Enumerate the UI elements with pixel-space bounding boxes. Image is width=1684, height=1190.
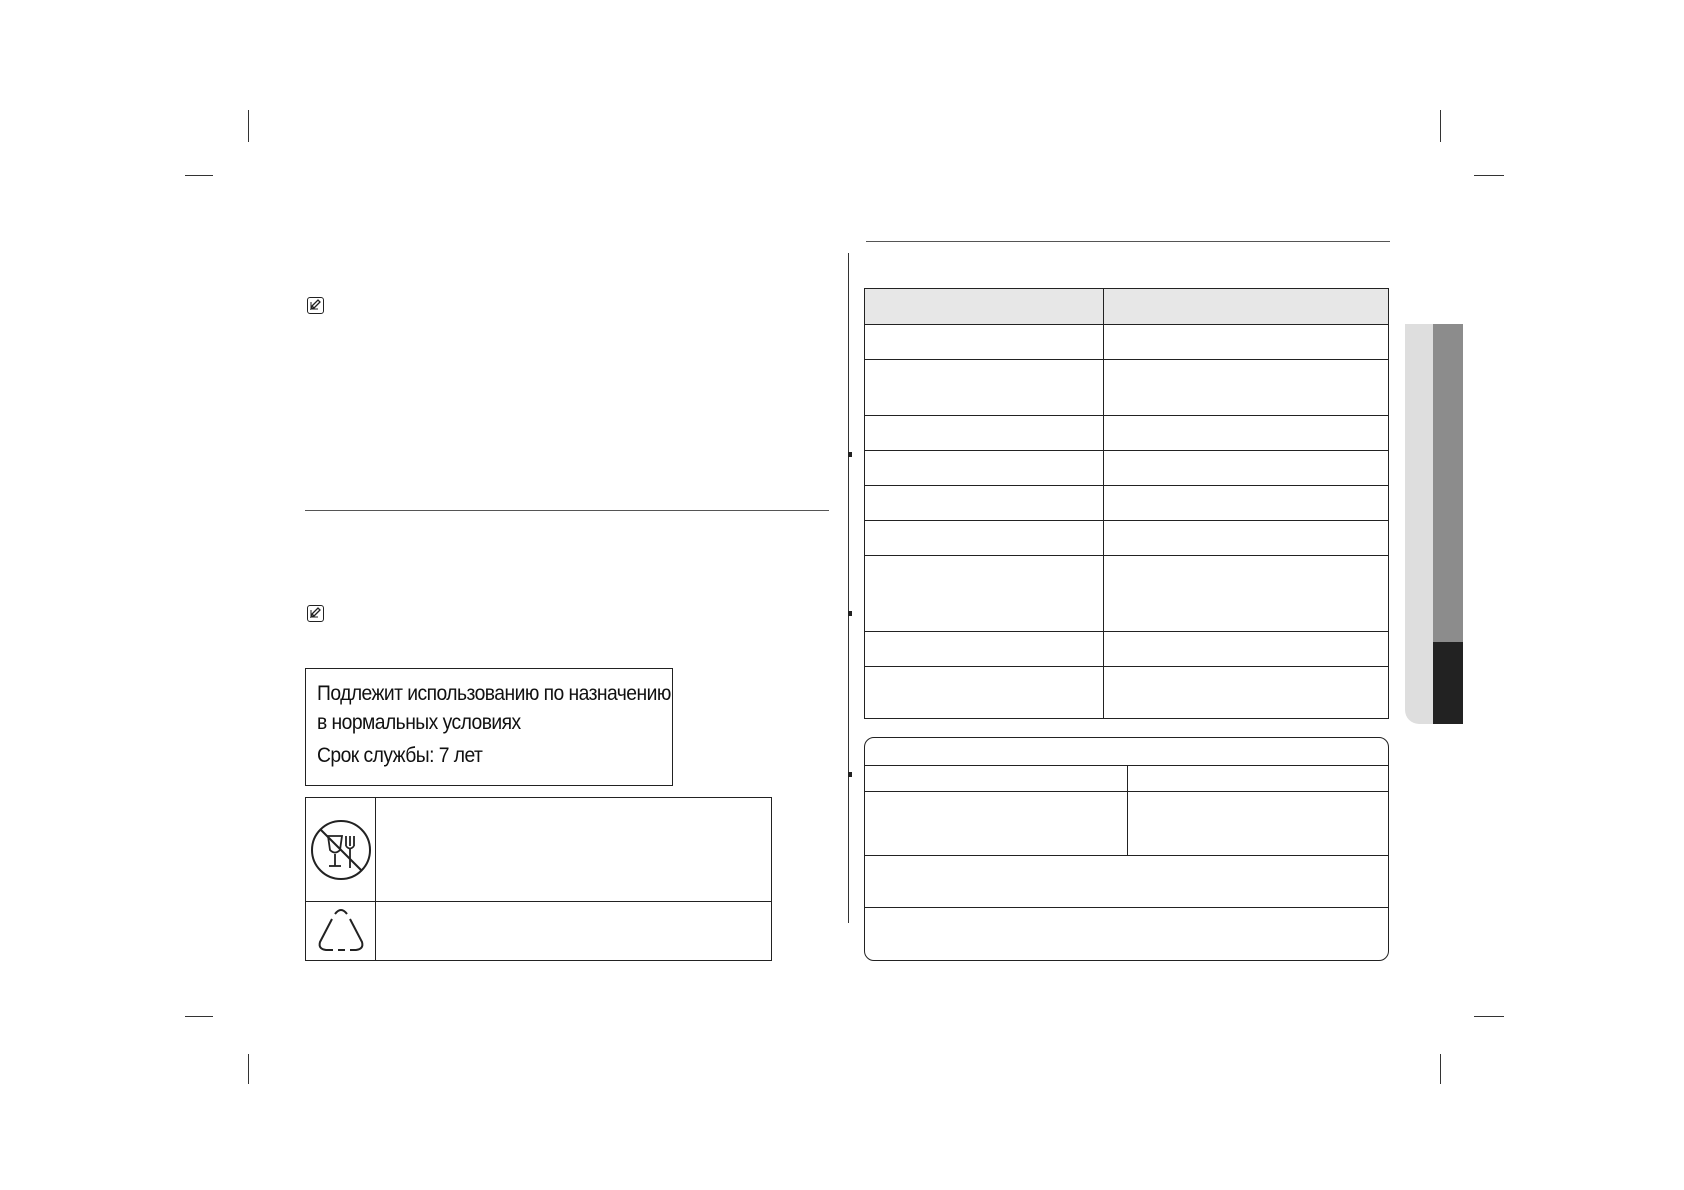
service-life-label-box bbox=[305, 668, 673, 786]
label-line-2: в нормальных условиях bbox=[317, 711, 521, 734]
table-row bbox=[865, 359, 1388, 360]
marker-dot bbox=[848, 772, 852, 777]
specifications-table bbox=[864, 288, 1389, 719]
table-row bbox=[865, 555, 1388, 556]
crop-mark bbox=[1440, 1054, 1441, 1084]
table-header bbox=[865, 289, 1388, 324]
crop-mark bbox=[248, 110, 249, 142]
symbol-cell bbox=[306, 798, 376, 901]
crop-mark bbox=[1474, 175, 1504, 176]
symbols-table bbox=[305, 797, 772, 961]
symbol-row bbox=[306, 798, 771, 902]
crop-mark bbox=[185, 175, 213, 176]
section-divider bbox=[305, 510, 829, 511]
column-line bbox=[1127, 765, 1128, 855]
info-box bbox=[864, 737, 1389, 961]
service-life-text: Срок службы: 7 лет bbox=[317, 744, 483, 767]
crop-mark bbox=[185, 1016, 213, 1017]
side-tab-light bbox=[1405, 324, 1433, 724]
table-row bbox=[865, 450, 1388, 451]
symbol-cell bbox=[306, 902, 376, 960]
marker-dot bbox=[848, 611, 852, 616]
note-pencil-icon bbox=[307, 605, 324, 622]
column-line bbox=[1103, 289, 1104, 718]
label-line-1: Подлежит использованию по назначению bbox=[317, 682, 671, 705]
recycling-triangle-icon bbox=[306, 902, 376, 960]
table-row bbox=[865, 666, 1388, 667]
table-row bbox=[865, 520, 1388, 521]
symbol-row bbox=[306, 902, 771, 960]
table-row bbox=[865, 324, 1388, 325]
table-row bbox=[865, 485, 1388, 486]
side-tab-mid bbox=[1433, 324, 1463, 642]
table-row bbox=[865, 907, 1388, 908]
table-row bbox=[865, 855, 1388, 856]
not-for-food-contact-icon bbox=[306, 798, 376, 902]
column-divider bbox=[848, 253, 849, 923]
crop-mark bbox=[248, 1054, 249, 1084]
side-tab-active bbox=[1433, 642, 1463, 724]
table-row bbox=[865, 631, 1388, 632]
crop-mark bbox=[1440, 110, 1441, 142]
crop-mark bbox=[1474, 1016, 1504, 1017]
table-row bbox=[865, 415, 1388, 416]
section-divider bbox=[866, 241, 1390, 242]
note-pencil-icon bbox=[307, 297, 324, 314]
marker-dot bbox=[848, 452, 852, 457]
